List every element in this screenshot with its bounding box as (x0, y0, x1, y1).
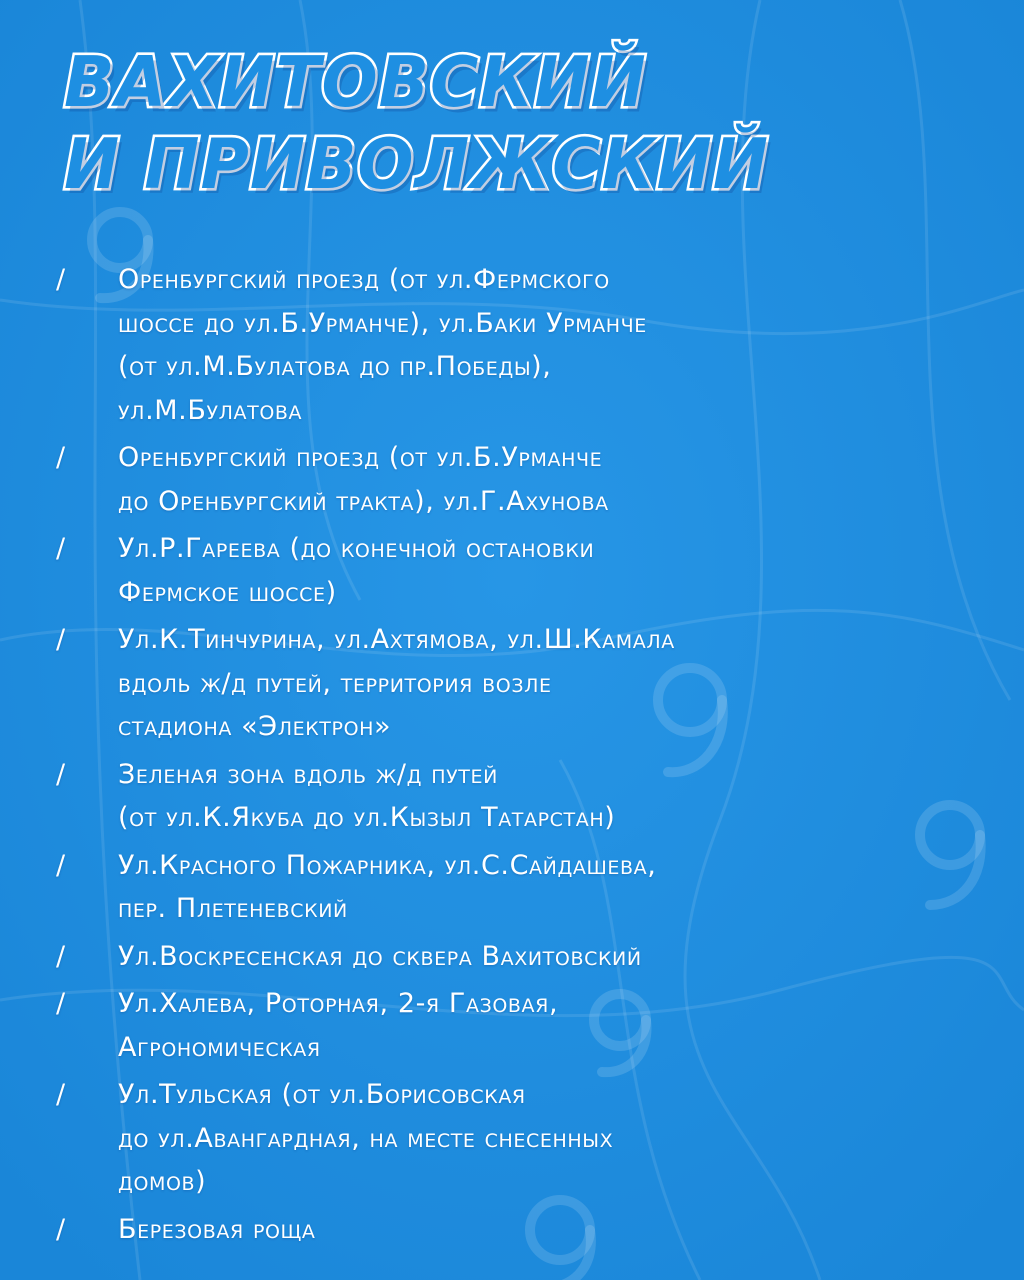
bullet-slash: / (56, 1213, 66, 1245)
street-list (0, 258, 1024, 1255)
list-item-line: до Оренбургский тракта), ул.Г.Ахунова (118, 485, 609, 517)
bullet-slash: / (56, 988, 66, 1019)
list-item-line: Ул.К.Тинчурина, ул.Ахтямова, ул.Ш.Камала (118, 624, 675, 655)
list-item-line: Ул.Халева, Роторная, 2-я Газовая, (118, 988, 559, 1019)
list-item-line: ул.М.Булатова (118, 394, 303, 426)
list-item (0, 527, 1024, 614)
list-item-line: Зеленая зона вдоль ж/д путей (118, 758, 498, 790)
list-item-line: Ул.Р.Гареева (до конечной остановки (118, 533, 595, 564)
title-line-1: ВАХИТОВСКИЙ (64, 42, 647, 123)
list-item-line: Оренбургский проезд (от ул.Б.Урманче (118, 442, 603, 473)
list-item-line: домов) (118, 1166, 207, 1197)
list-item-line: Ул.Воскресенская до сквера Вахитовский (118, 940, 642, 972)
list-item (0, 436, 1024, 523)
list-item-line: пер. Плетеневский (118, 893, 348, 924)
bullet-slash: / (56, 940, 66, 972)
list-item-line: (от ул.К.Якуба до ул.Кызыл Татарстан) (118, 802, 616, 833)
list-item-line: Ул.Тульская (от ул.Борисовская (118, 1079, 526, 1110)
list-item-line: Оренбургский проезд (от ул.Фермского (118, 264, 610, 295)
list-item-line: до ул.Авангардная, на месте снесенных (118, 1122, 614, 1154)
list-item-line: Фермское шоссе) (118, 576, 337, 608)
list-item-line: Агрономическая (118, 1031, 321, 1063)
list-item-line: шоссе до ул.Б.Урманче), ул.Баки Урманче (118, 307, 647, 339)
list-item-line: Ул.Красного Пожарника, ул.С.Сайдашева, (118, 849, 657, 881)
list-item (0, 258, 1024, 432)
list-item-line: Березовая роща (118, 1213, 316, 1245)
bullet-slash: / (56, 758, 66, 790)
bullet-slash: / (56, 849, 66, 881)
bullet-slash: / (56, 264, 66, 295)
list-item (0, 844, 1024, 931)
list-item (0, 982, 1024, 1069)
bullet-slash: / (56, 442, 66, 473)
bullet-slash: / (56, 1079, 66, 1110)
list-item (0, 1208, 1024, 1252)
list-item-line: стадиона «Электрон» (118, 711, 392, 742)
list-item (0, 618, 1024, 749)
list-item (0, 1073, 1024, 1204)
bullet-slash: / (56, 624, 66, 655)
list-item (0, 753, 1024, 840)
list-item (0, 935, 1024, 979)
bullet-slash: / (56, 533, 66, 564)
list-item-line: вдоль ж/д путей, территория возле (118, 667, 552, 699)
title-line-2: И ПРИВОЛЖСКИЙ (64, 123, 769, 205)
page-title (64, 42, 769, 206)
list-item-line: (от ул.М.Булатова до пр.Победы), (118, 351, 552, 382)
